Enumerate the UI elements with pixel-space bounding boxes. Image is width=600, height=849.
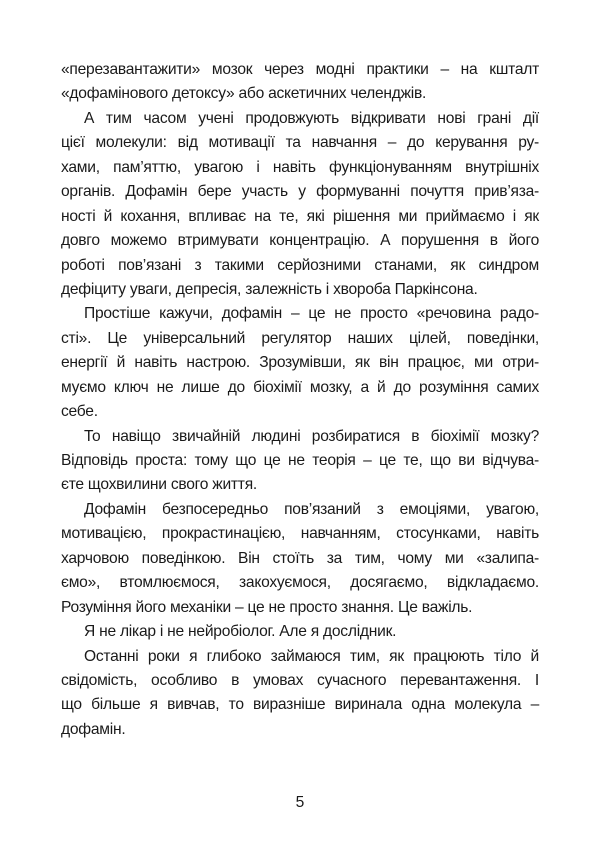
paragraph (61, 58, 539, 107)
text-line: себе. (61, 403, 98, 421)
text-line: що більше я вивчав, то виразніше виринала одна молекула – (61, 696, 539, 714)
paragraph (61, 425, 539, 498)
text-line: цієї молекули: від мотивації та навчання – до керування ру- (61, 134, 539, 152)
text-line: Останні роки я глибоко займаюся тим, як працюють тіло й (84, 647, 539, 665)
text-line: Я не лікар і не нейробіолог. Але я дослідник. (84, 623, 397, 641)
text-line: «дофамінового детоксу» або аскетичних челенджів. (61, 85, 427, 103)
paragraph (61, 302, 539, 424)
text-line: Дофамін безпосередньо пов’язаний з емоціями, увагою, (84, 500, 539, 518)
text-line: Розуміння його механіки – це не просто знання. Це важіль. (61, 598, 473, 616)
text-line: ності й кохання, впливає на те, які рішення ми приймаємо і як (61, 207, 539, 225)
paragraph (61, 645, 539, 743)
text-line: єте щохвилини свого життя. (61, 476, 257, 494)
text-line: харчовою поведінкою. Він стоїть за тим, чому ми «залипа- (61, 549, 539, 567)
paragraph (61, 620, 539, 644)
text-line: органів. Дофамін бере участь у формуванні почуття прив’яза- (61, 183, 539, 201)
text-line: дефіциту уваги, депресія, залежність і хвороба Паркінсона. (61, 280, 478, 298)
text-line: дофамін. (61, 720, 126, 738)
text-line: довго можемо втримувати концентрацію. А порушення в його (61, 232, 539, 250)
paragraph (61, 498, 539, 620)
text-line: А тим часом учені продовжують відкривати нові грані дії (84, 109, 539, 127)
text-line: енергії й навіть настрою. Зрозумівши, як він працює, ми отри- (61, 354, 539, 372)
text-line: роботі пов’язані з такими серйозними станами, як синдром (61, 256, 539, 274)
paragraph (61, 107, 539, 303)
text-line: свідомість, особливо в умовах сучасного перевантаження. І (61, 671, 539, 689)
text-line: То навіщо звичайній людині розбиратися в біохімії мозку? (84, 427, 539, 445)
text-line: сті». Це універсальний регулятор наших цілей, поведінки, (61, 329, 539, 347)
text-line: ємо», втомлюємося, закохуємося, досягаємо, відкладаємо. (61, 574, 539, 592)
text-line: мотивацією, прокрастинацією, навчанням, стосунками, навіть (61, 525, 539, 543)
text-line: Простіше кажучи, дофамін – це не просто «речовина радо- (84, 305, 539, 323)
text-line: муємо ключ не лише до біохімії мозку, а й до розуміння самих (61, 378, 539, 396)
body-text (61, 58, 539, 742)
page-number: 5 (295, 794, 305, 811)
text-line: хами, пам’яттю, увагою і навіть функціонуванням внутрішніх (61, 158, 539, 176)
text-line: Відповідь проста: тому що це не теорія – це те, що ви відчува- (61, 452, 539, 469)
text-line: «перезавантажити» мозок через модні практики – на кшталт (61, 61, 539, 78)
